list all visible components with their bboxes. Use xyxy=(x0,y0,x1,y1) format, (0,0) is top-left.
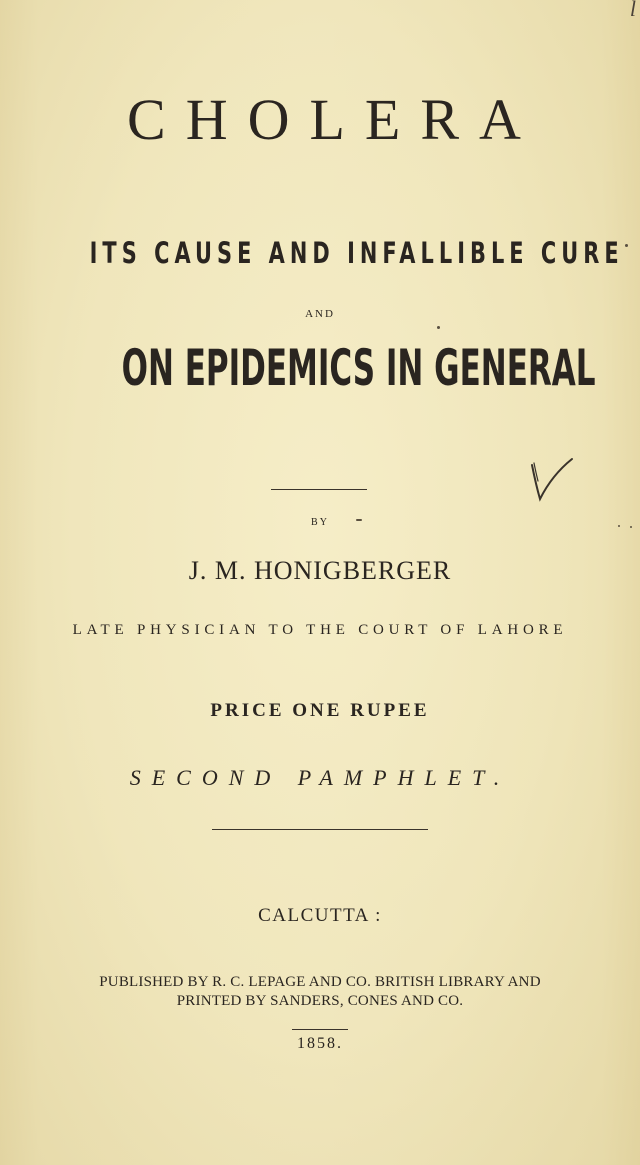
connector-word: AND xyxy=(305,308,335,320)
divider-rule-top xyxy=(271,489,367,490)
handwritten-check-icon xyxy=(526,455,576,503)
by-label: BY xyxy=(311,517,329,528)
subtitle-line-1: ITS CAUSE AND INFALLIBLE CURE xyxy=(89,236,624,270)
publication-year: 1858. xyxy=(297,1035,343,1052)
author-title: LATE PHYSICIAN TO THE COURT OF LAHORE xyxy=(72,622,568,638)
author-name: J. M. HONIGBERGER xyxy=(188,556,452,585)
book-title: CHOLERA xyxy=(127,87,541,152)
paper-speck xyxy=(625,244,628,247)
paper-speck xyxy=(630,526,632,528)
price-line: PRICE ONE RUPEE xyxy=(210,700,430,721)
publisher-line-1: PUBLISHED BY R. C. LEPAGE AND CO. BRITISH LIBRARY AND xyxy=(99,974,541,990)
divider-rule-bottom xyxy=(292,1029,348,1030)
handwritten-corner-mark: l xyxy=(629,0,636,21)
publication-city: CALCUTTA : xyxy=(258,905,382,926)
paper-speck xyxy=(437,326,440,329)
subtitle-line-2: ON EPIDEMICS IN GENERAL xyxy=(121,339,596,397)
divider-rule-middle xyxy=(212,829,428,830)
edition-line: SECOND PAMPHLET. xyxy=(129,765,511,790)
paper-speck xyxy=(356,519,362,521)
publisher-line-2: PRINTED BY SANDERS, CONES AND CO. xyxy=(176,993,464,1009)
paper-speck xyxy=(618,525,620,527)
